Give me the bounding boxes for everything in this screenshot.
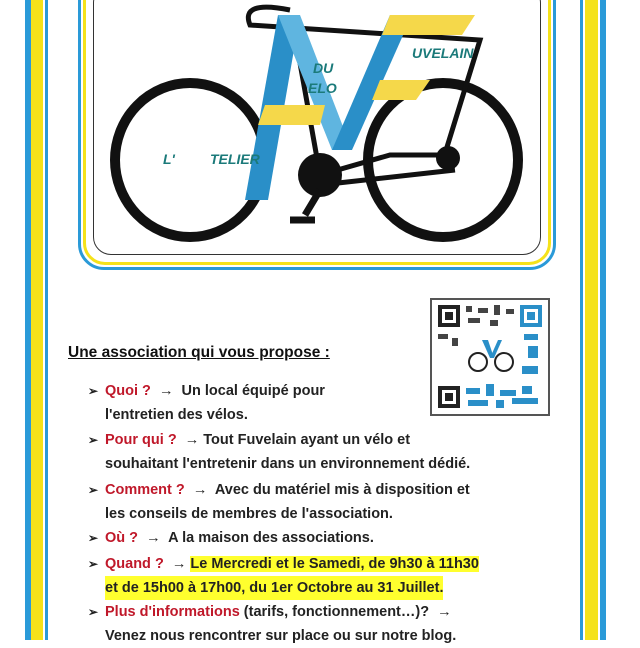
logo-text: DU bbox=[313, 60, 334, 76]
list-item-continuation: l'entretien des vélos. bbox=[105, 407, 248, 423]
list-item-continuation: les conseils de membres de l'association. bbox=[105, 506, 393, 522]
qr-code[interactable] bbox=[430, 298, 550, 416]
list-item: ➢ Plus d'informations (tarifs, fonctionnement…)? → bbox=[88, 604, 452, 620]
border-yellow-left bbox=[31, 0, 43, 640]
list-item: ➢ Comment ? → Avec du matériel mis à disposition et bbox=[88, 482, 470, 498]
list-item-continuation: souhaitant l'entretenir dans un environnement dédié. bbox=[105, 456, 471, 472]
logo-text: TELIER bbox=[210, 151, 260, 167]
logo-text: UVELAIN bbox=[412, 45, 474, 61]
logo-text: L' bbox=[163, 151, 175, 167]
schedule-highlight-continuation: et de 15h00 à 17h00, du 1er Octobre au 31 Juillet. bbox=[105, 576, 443, 600]
list-item-continuation: Venez nous rencontrer sur place ou sur notre blog. bbox=[105, 628, 457, 644]
border-blue-right bbox=[600, 0, 606, 640]
section-title: Une association qui vous propose : bbox=[68, 344, 330, 361]
border-blue-left-inner bbox=[45, 0, 48, 640]
list-item: ➢ Pour qui ? → Tout Fuvelain ayant un vélo et bbox=[88, 432, 411, 448]
list-item: ➢ Quoi ? → Un local équipé pour bbox=[88, 383, 325, 399]
schedule-highlight: Le Mercredi et le Samedi, de 9h30 à 11h30 bbox=[190, 556, 479, 572]
list-item: ➢ Quand ? → Le Mercredi et le Samedi, de 9h30 à 11h30 bbox=[88, 556, 479, 572]
border-yellow-right bbox=[585, 0, 598, 640]
list-item: ➢ Où ? → A la maison des associations. bbox=[88, 530, 374, 546]
border-blue-right-inner bbox=[580, 0, 583, 640]
logo-text: ELO bbox=[308, 80, 337, 96]
bicycle-logo bbox=[90, 0, 550, 270]
